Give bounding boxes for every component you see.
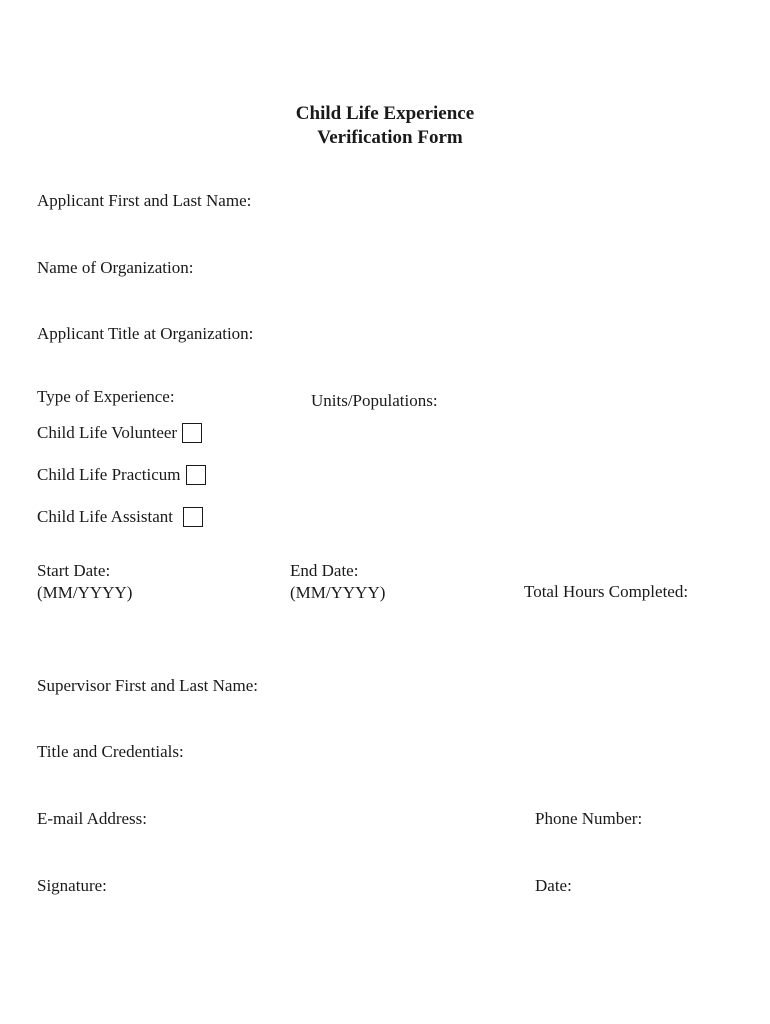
- title-credentials-label: Title and Credentials:: [37, 742, 184, 761]
- experience-option-assistant: [37, 506, 203, 528]
- date-label: Date:: [535, 876, 572, 895]
- experience-option-label: Child Life Volunteer: [37, 423, 178, 442]
- organization-label: Name of Organization:: [37, 258, 194, 277]
- email-label: E-mail Address:: [37, 809, 148, 828]
- supervisor-name-label: Supervisor First and Last Name:: [37, 676, 258, 695]
- practicum-checkbox[interactable]: [186, 465, 206, 485]
- type-of-experience-label: Type of Experience:: [37, 387, 175, 406]
- start-date-format: (MM/YYYY): [37, 583, 133, 602]
- start-date-label: Start Date:: [37, 561, 111, 580]
- total-hours-label: Total Hours Completed:: [524, 582, 689, 601]
- experience-option-practicum: [37, 464, 206, 486]
- form-title-line2: Verification Form: [317, 127, 463, 148]
- phone-label: Phone Number:: [535, 809, 643, 828]
- signature-label: Signature:: [37, 876, 107, 895]
- units-populations-label: Units/Populations:: [311, 391, 438, 410]
- form-title-line1: Child Life Experience: [295, 103, 475, 124]
- experience-option-label: Child Life Assistant: [37, 507, 173, 526]
- end-date-format: (MM/YYYY): [290, 583, 386, 602]
- experience-option-volunteer: [37, 422, 202, 444]
- applicant-name-label: Applicant First and Last Name:: [37, 191, 252, 210]
- assistant-checkbox[interactable]: [183, 507, 203, 527]
- applicant-title-label: Applicant Title at Organization:: [37, 324, 254, 343]
- end-date-label: End Date:: [290, 561, 359, 580]
- volunteer-checkbox[interactable]: [182, 423, 202, 443]
- experience-option-label: Child Life Practicum: [37, 465, 181, 484]
